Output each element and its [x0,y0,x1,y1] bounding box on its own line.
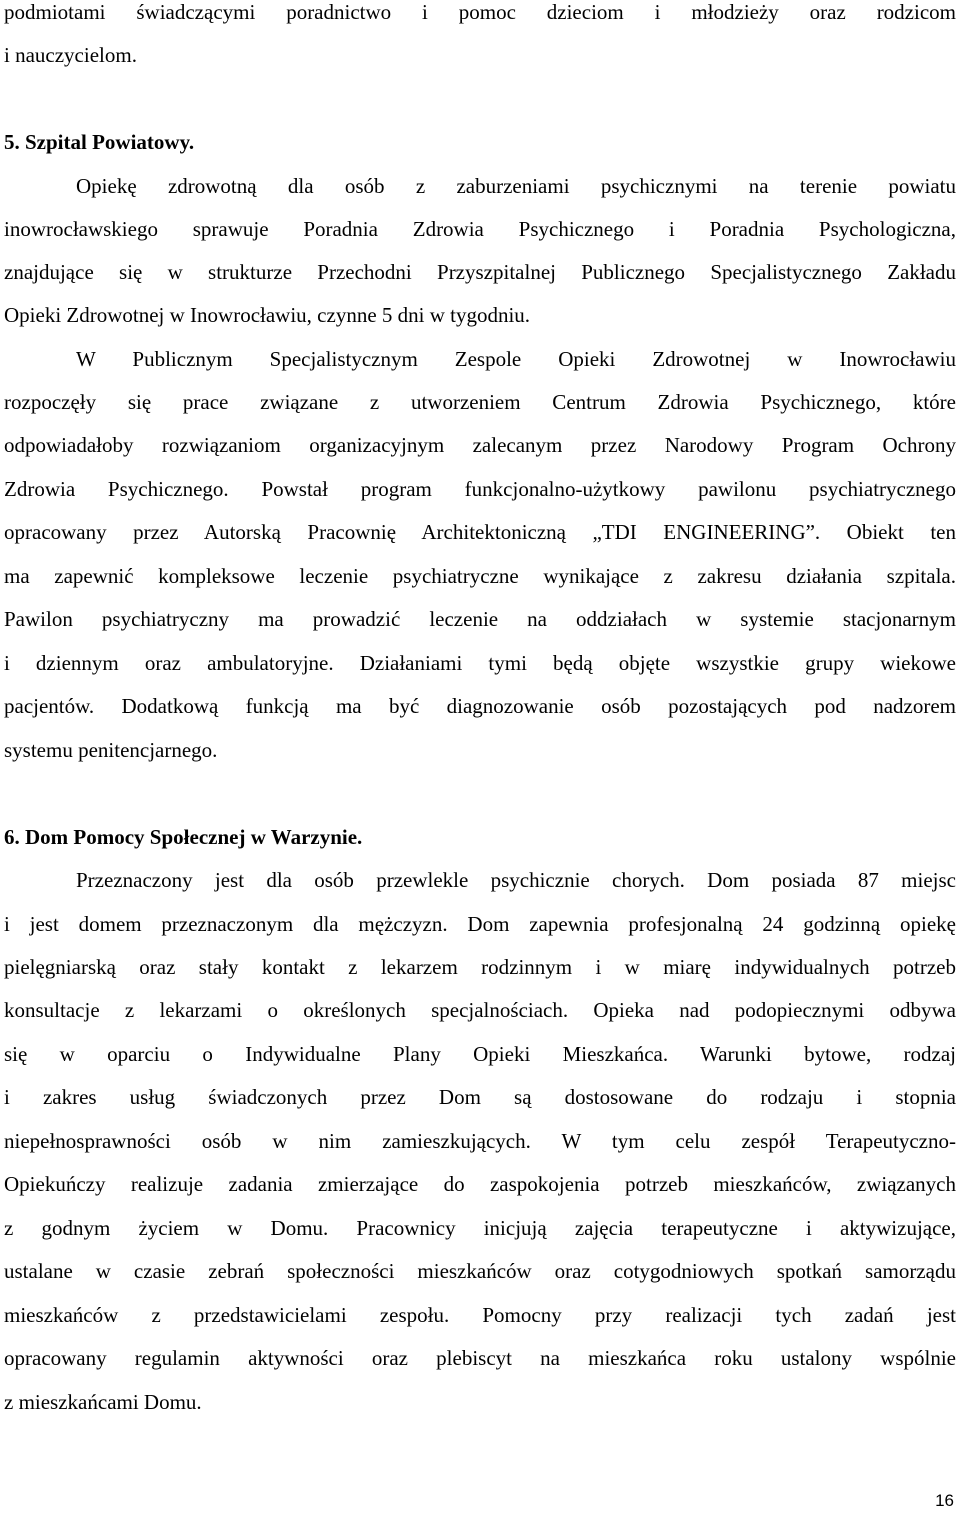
section-6-p1-line-12: opracowany regulamin aktywności oraz plebiscyt na mieszkańca roku ustalony wspólnie [4,1346,956,1370]
intro-line-1: podmiotami świadczącymi poradnictwo i pomoc dzieciom i młodzieży oraz rodzicom [4,0,956,24]
section-6-p1-line-5: się w oparciu o Indywidualne Plany Opieki Mieszkańca. Warunki bytowe, rodzaj [4,1042,956,1066]
section-6-p1-line-1: Przeznaczony jest dla osób przewlekle psychicznie chorych. Dom posiada 87 miejsc [76,868,956,892]
section-6-p1-line-13: z mieszkańcami Domu. [4,1390,202,1414]
section-5-heading: 5. Szpital Powiatowy. [4,130,195,154]
section-5-p2-line-6: ma zapewnić kompleksowe leczenie psychiatryczne wynikające z zakresu działania szpitala. [4,564,956,588]
section-6-p1-line-9: z godnym życiem w Domu. Pracownicy inicjują zajęcia terapeutyczne i aktywizujące, [4,1216,956,1240]
section-5-p1-line-1: Opiekę zdrowotną dla osób z zaburzeniami psychicznymi na terenie powiatu [76,174,956,198]
section-5-p2-line-5: opracowany przez Autorską Pracownię Architektoniczną „TDI ENGINEERING”. Obiekt ten [4,520,956,544]
section-6-heading: 6. Dom Pomocy Społecznej w Warzynie. [4,825,363,849]
intro-line-2: i nauczycielom. [4,43,137,67]
section-5-p2-line-9: pacjentów. Dodatkową funkcją ma być diagnozowanie osób pozostających pod nadzorem [4,694,956,718]
section-6-p1-line-8: Opiekuńczy realizuje zadania zmierzające do zaspokojenia potrzeb mieszkańców, związanych [4,1172,956,1196]
section-5-p1-line-2: inowrocławskiego sprawuje Poradnia Zdrowia Psychicznego i Poradnia Psychologiczna, [4,217,956,241]
section-6-p1-line-2: i jest domem przeznaczonym dla mężczyzn. Dom zapewnia profesjonalną 24 godzinną opiekę [4,912,956,936]
section-5-p2-line-10: systemu penitencjarnego. [4,738,218,762]
section-6-p1-line-6: i zakres usług świadczonych przez Dom są dostosowane do rodzaju i stopnia [4,1085,956,1109]
section-5-p1-line-3: znajdujące się w strukturze Przechodni Przyszpitalnej Publicznego Specjalistycznego Zakładu [4,260,956,284]
section-5-p2-line-1: W Publicznym Specjalistycznym Zespole Opieki Zdrowotnej w Inowrocławiu [76,347,956,371]
section-6-p1-line-11: mieszkańców z przedstawicielami zespołu. Pomocny przy realizacji tych zadań jest [4,1303,956,1327]
section-6-p1-line-10: ustalane w czasie zebrań społeczności mieszkańców oraz cotygodniowych spotkań samorządu [4,1259,956,1283]
section-5-p1-line-4: Opieki Zdrowotnej w Inowrocławiu, czynne 5 dni w tygodniu. [4,303,531,327]
section-6-p1-line-4: konsultacje z lekarzami o określonych specjalnościach. Opieka nad podopiecznymi odbywa [4,998,956,1022]
section-5-p2-line-2: rozpoczęły się prace związane z utworzeniem Centrum Zdrowia Psychicznego, które [4,390,956,414]
section-5-p2-line-8: i dziennym oraz ambulatoryjne. Działaniami tymi będą objęte wszystkie grupy wiekowe [4,651,956,675]
page-number: 16 [935,1491,954,1510]
section-5-p2-line-3: odpowiadałoby rozwiązaniom organizacyjnym zalecanym przez Narodowy Program Ochrony [4,433,956,457]
section-6-p1-line-7: niepełnosprawności osób w nim zamieszkujących. W tym celu zespół Terapeutyczno- [4,1129,956,1153]
section-5-p2-line-7: Pawilon psychiatryczny ma prowadzić leczenie na oddziałach w systemie stacjonarnym [4,607,956,631]
section-5-p2-line-4: Zdrowia Psychicznego. Powstał program funkcjonalno-użytkowy pawilonu psychiatrycznego [4,477,956,501]
section-6-p1-line-3: pielęgniarską oraz stały kontakt z lekarzem rodzinnym i w miarę indywidualnych potrzeb [4,955,956,979]
